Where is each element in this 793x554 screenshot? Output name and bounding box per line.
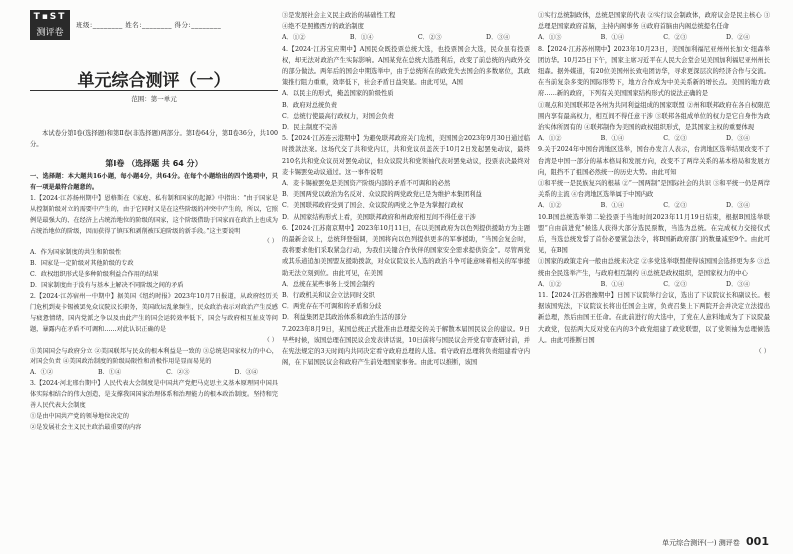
q7-options — [538, 32, 770, 43]
q1-stem: 1.【2024·江苏扬州期中】恩格斯在《家庭、私有制和国家的起源》中指出：“由于国家是从控制阶级对立的需要中产生的，由于它同时又是在这些阶级的冲突中产生的，所以，它照例是最强大的、在经济上占统治地位的阶级的国家，这个阶级借助于国家而在政治上也成为占统治地位的阶级，因而获得了镇压和剥削被压迫阶级的新手段。”这主要说明 — [30, 194, 278, 235]
q2-opt-c: C．②③ — [166, 369, 190, 377]
q3-opt-c: C．②③ — [417, 34, 442, 42]
q7-opt-c: C．②③ — [663, 34, 687, 42]
column-1 — [30, 172, 278, 434]
q3-statement-4: ④绝不是照搬西方的政治制度 — [282, 23, 364, 31]
intro-text: 本试卷分第Ⅰ卷(选择题)和第Ⅱ卷(非选择题)两部分。第Ⅰ卷64分，第Ⅱ卷36分，共100分。 — [30, 130, 278, 148]
q3-stem: 3.【2024·河北邢台期中】人民代表大会制度是中国共产党把马克思主义基本原理同中国具体实际相结合的伟大创造，是支撑我国国家治理体系和治理能力的根本政治制度。坚持和完善人民代表大会制度 — [30, 380, 278, 410]
q4-opt-d: D．民主制度不完善 — [282, 124, 338, 132]
title-divider — [30, 90, 278, 91]
q3-statement-3: ③是发展社会主义民主政治的基础性工程 — [282, 12, 396, 19]
q6-stem: 6.【2024·江苏南京期中】2023年10月11日，在以美国政府为以色列提供援助方为主题的最新会议上，总统拜登强调，美国将向以色列提供更多的军事援助，“当国会复会时，我将要求他们采取紧急行动，为我们关键合作伙伴的国家安全需求提供资金”。尽管两党或其乐道追加美国盟友援助拨款，对众议院议长人选的政治斗争可能意味着相关的军事援助无法立刻到位。由此可见，在美国 — [282, 224, 530, 277]
part-heading: 第Ⅰ卷 （选择题 共 64 分） — [105, 159, 203, 168]
q6-opt-b: B．行政机关和议会立法同时交织 — [282, 292, 375, 300]
q3-options — [282, 32, 530, 43]
q4-opt-b: B．政府对总统负责 — [282, 101, 338, 109]
q4-opt-c: C．总统行使最高行政权力，对国会负责 — [282, 112, 394, 120]
student-info-fields: 班级:________ 姓名:________ 得分:________ — [76, 21, 222, 29]
q3-opt-d: D．③④ — [486, 34, 510, 42]
q10-opt-a: A．①② — [538, 280, 562, 288]
q5-opt-c: C．美国联邦政府受到了国会、众议院的两党之争是为掌握行政权 — [282, 202, 464, 210]
q9-options — [538, 200, 770, 211]
q9-opt-a: A．①② — [538, 202, 562, 210]
q10-opt-d: D．③④ — [726, 280, 750, 288]
q3-opt-a: A．①② — [282, 34, 306, 42]
q11-stem: 11.【2024·江苏宿豫期中】日国下议院举行会议，选出了下议院议长和副议长。根据该国宪法，下议院议长将出任国会主席，负责召集上下两院开会并决定立法提出新总理，然后由国王任命。在此前进行的大选中，了党在人意料地成为了下议院最大政党，包括两大反对党在内的3个政党组建了政党联盟，以了党领袖为总理候选人。由此可推断日国 — [538, 292, 770, 344]
q8-opt-b: B．①④ — [600, 135, 625, 143]
section-heading: 一、选择题：本大题共16小题，每小题4分，共64分。在每个小题给出的四个选项中，只有一项是最符合题意的。 — [30, 173, 278, 191]
footer-label: 单元综合测评(一) 测评卷 — [662, 539, 740, 547]
page-number: 001 — [746, 535, 769, 548]
q8-statements: ①观点和美国联邦是各州为共同利益组成的国家联盟 ②州和联邦政府在各自权限范围内享有最高权力，相互间不得任意干涉 ③联邦各组成单位的权力是它自身作为政治实体所固有的 ④联邦制作为美国的政权组织形式，是其国家主权的重要体现 — [538, 101, 770, 132]
logo-line1: T▪ST — [33, 12, 67, 22]
q8-opt-a: A．①② — [538, 135, 562, 143]
q2-options — [30, 368, 278, 379]
q6-opt-c: C．两党存在不可调和的矛盾和分歧 — [282, 303, 382, 311]
q1-option-a: A．作为国家制度的共生和阶级性 — [30, 249, 122, 257]
q2-opt-d: D．③④ — [234, 369, 258, 377]
q5-opt-d: D．从国家结构形式上看，美国联邦政府和州政府相互间不得任意干涉 — [282, 213, 476, 221]
q10-opt-b: B．①④ — [600, 280, 625, 288]
logo-line2: 测评卷 — [36, 28, 64, 38]
q4-opt-a: A．以民主的形式，掩盖国家的阶级性质 — [282, 90, 394, 98]
q9-statements: ①和平统一是民族复兴的根基 ②“一国两制”是国际社会的共识 ③和平统一仍是两岸关系的主流 ④台湾地区选举属于中国内政 — [538, 180, 770, 199]
q5-opt-b: B．美国两党以政治为名反对、众议院的两党政党已是为维护本集团利益 — [282, 191, 482, 199]
q7-opt-a: A．①③ — [538, 34, 562, 42]
q7-statements: ①实行总统制政体，总统是国家的代表 ②实行议会制政体，政府议会是民主核心 ③总理是国家政府首脑，主持内阁事务 ④政府首脑由内阁总统提名任命 — [538, 12, 770, 31]
q8-opt-c: C．②③ — [663, 135, 687, 143]
q2-statements: ①美国国会与政府分立 ②美国联邦与民众的根本利益是一致的 ③总统是国家权力的中心，对国会负责 ④美国政治制度的阶级局限性和消极作用是显而易见的 — [30, 347, 278, 366]
test-logo — [30, 10, 70, 40]
q3-opt-b: B．①④ — [349, 34, 374, 42]
q1-option-d: D．国家制度由于没有与基本上解决不同阶级之间的矛盾 — [30, 282, 184, 290]
q10-stem: 10.B国总统选举第二轮投票于当地时间2023年11月19日结束，根据B国选举联盟“自由前进党”候选人获得大部分选民票数，当选为总统。在完成权力交接仪式后，当选总统发誓了首份必要紧急法令，将B国新政府部门的数量减至9个。由此可见，在B国 — [538, 213, 770, 255]
q6-opt-d: D．利益集团是其政治体系和政治生活的部分 — [282, 314, 407, 322]
page-footer — [662, 535, 769, 548]
q10-statements: ①国家的政策走向一般由总统来决定 ②多党选举联盟使得该国国会选择更为多 ③总统由全民选举产生，与政府相互制约 ④总统是政权组织，是国家权力的中心 — [538, 258, 770, 277]
q2-stem: 2.【2024·江苏宿州一中期中】据美国《纽约时报》2023年10月7日报道，从政府经历关门危机到麦卡锡被罢免众议院议长职务，美国政坛乱象频生，民众政治表示对政治产生反感与疲惫情绪，国内党派之争以及由此产生的国会运转效率低下，国会与政府相互扯皮等问题，暴露内在矛盾不可调和……对此认识正确的是 — [30, 292, 278, 333]
q1-answer-blank: （ ） — [263, 238, 278, 246]
q3-statement-2: ②是发展社会主义民主政治最重要的内容 — [30, 423, 142, 431]
q2-opt-a: A．①② — [30, 369, 54, 377]
scope-text: 范围：第一单元 — [131, 95, 177, 103]
q9-opt-b: B．①④ — [600, 202, 625, 210]
q2-opt-b: B．①④ — [98, 369, 122, 377]
q7-stem: 7.2023年8月9日，某国总统正式批准由总理提交的关于解散本届国民议会的建议。9日早些时候，该国总理在国民议会发表讲话说，10日前将与国民议会开党有审查研讨前，并在宪法规定的3天时间内共同决定看守政府总理的人选。看守政府总理将负责组建看守内阁，在下届国民议会和政府产生前处理国家事务。由此可以推断，该国 — [282, 325, 530, 367]
column-3 — [538, 10, 770, 357]
q10-opt-c: C．②③ — [663, 280, 687, 288]
q1-option-c: C．政权组织形式是多种阶级利益合作用的结果 — [30, 271, 159, 279]
q3-statement-1: ①是由中国共产党的领导地位决定的 — [30, 412, 129, 420]
q2-answer-blank: （ ） — [263, 336, 278, 344]
q8-opt-d: D．③④ — [726, 135, 750, 143]
column-2 — [282, 10, 530, 369]
q10-options — [538, 279, 770, 290]
q6-opt-a: A．总统在某些事务上受国会制约 — [282, 280, 375, 288]
q11-answer-blank: （ ） — [755, 348, 770, 356]
q1-option-b: B．国家是一定阶级对其他阶级的专政 — [30, 260, 134, 268]
q5-stem: 5.【2024·江苏连云港期中】为避免联邦政府关门危机，美国国会2023年9月30日通过临时拨款法案。这场代交了共和党内讧，共和党议员盖茨于10月2日发起罢免动议，最终210名共和党众议员对罢免动议，但众议院共和党领袖代表对罢免动议，投票表决最终对麦卡锡罢免动议通过。这一事件说明 — [282, 135, 530, 176]
q7-opt-d: D．②④ — [726, 34, 750, 42]
q4-stem: 4.【2024·江苏宝应期中】A国民众既投票总统大选，也投票国会大选，民众虽有投票权，却无法对政治产生实际影响。A国某党在总统大选胜利后，改变了前总统的内政外交的部分做法。两年后的国会中期选举中，由于总统所在的政党失去国会的多数席位，其政策推行阻力重重，效率低下，社会矛盾日益突显。由此可见，A国 — [282, 45, 530, 87]
q9-opt-d: D．③④ — [726, 202, 750, 210]
q8-stem: 8.【2024·江苏苏州期中】2023年10月23日，美国加利福尼亚州州长加文·纽森举团访华。10月25日下午，国家主席习近平在人民大会堂会见美国加利福尼亚州州长纽森。据外媒道，有20位美国州长致电团访华，寻求更深层次的经济合作与交流。在当前复杂多变的国际形势下，地方合作成为中美关系新的增长点。美国的地方政府……新的政府，下列有关美国国家结构形式的说法正确的是 — [538, 45, 770, 98]
q9-opt-c: C．②③ — [663, 202, 687, 210]
q9-stem: 9.关于2024年中国台湾地区选举，国台办发言人表示，台湾地区选举结果改变不了台湾是中国一部分的基本格局和发展方向，改变不了两岸关系的基本格局和发展方向，阻挡不了祖国必然统一的历史大势。由此可知 — [538, 146, 770, 176]
q8-options — [538, 133, 770, 144]
q7-opt-b: B．①④ — [600, 34, 625, 42]
q5-opt-a: A．麦卡锡被罢免是美国资产阶级内部的矛盾不可调和的必然 — [282, 180, 451, 188]
page-title: 单元综合测评（一） — [77, 71, 231, 91]
